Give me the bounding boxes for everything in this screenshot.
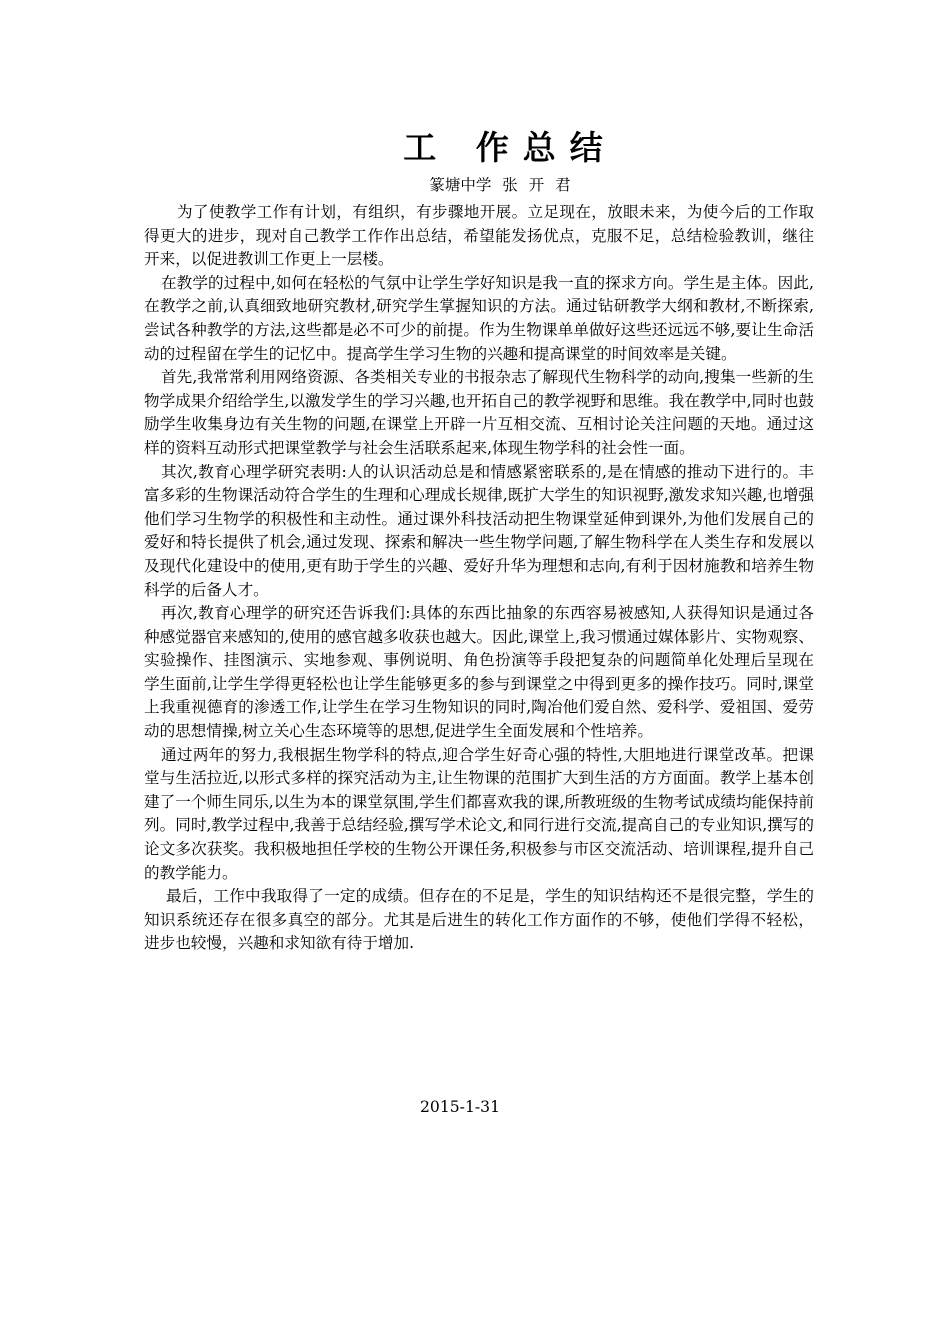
paragraph-third: 再次,教育心理学的研究还告诉我们:具体的东西比抽象的东西容易被感知,人获得知识是通过各种感觉器官来感知的,使用的感官越多收获也越大。因此,课堂上,我习惯通过媒体影片、实物观察、实验操作、挂图演示、实地参观、事例说明、角色扮演等手段把复杂的问题简单化处理后呈现在学生面前,让学生学得更轻松也让学生能够更多的参与到课堂之中得到更多的操作技巧。同时,课堂上我重视德育的渗透工作,让学生在学习生物知识的同时,陶冶他们爱自然、爱科学、爱祖国、爱劳动的思想情操,树立关心生态环境等的思想,促进学生全面发展和个性培养。	[144, 604, 814, 741]
document-date: 2015-1-31	[420, 1098, 500, 1116]
paragraph-teaching-process: 在教学的过程中,如何在轻松的气氛中让学生学好知识是我一直的探求方向。学生是主体。因此,在教学之前,认真细致地研究教材,研究学生掌握知识的方法。通过钻研教学大纲和教材,不断探索,尝试各种教学的方法,这些都是必不可少的前提。作为生物课单单做好这些还远远不够,要让生命活动的过程留在学生的记忆中。提高学生学习生物的兴趣和提高课堂的时间效率是关键。	[144, 273, 814, 363]
paragraph-intro: 为了使教学工作有计划，有组织，有步骤地开展。立足现在，放眼未来，为使今后的工作取得更大的进步，现对自己教学工作作出总结，希望能发扬优点，克服不足，总结检验教训，继往开来，以促进教训工作更上一层楼。	[144, 203, 814, 269]
paragraph-first: 首先,我常常利用网络资源、各类相关专业的书报杂志了解现代生物科学的动向,搜集一些新的生物学成果介绍给学生,以激发学生的学习兴趣,也开拓自己的教学视野和思维。我在教学中,同时也鼓励学生收集身边有关生物的问题,在课堂上开辟一片互相交流、互相讨论关注问题的天地。通过这样的资料互动形式把课堂教学与社会生活联系起来,体现生物学科的社会性一面。	[144, 368, 814, 457]
paragraph-second: 其次,教育心理学研究表明:人的认识活动总是和情感紧密联系的,是在情感的推动下进行的。丰富多彩的生物课活动符合学生的生理和心理成长规律,既扩大学生的知识视野,激发求知兴趣,也增强他们学习生物学的积极性和主动性。通过课外科技活动把生物课堂延伸到课外,为他们发展自己的爱好和特长提供了机会,通过发现、探索和解决一些生物学问题,了解生物科学在人类生存和发展以及现代化建设中的使用,更有助于学生的兴趣、爱好升华为理想和志向,有利于因材施教和培养生物科学的后备人才。	[144, 462, 814, 599]
paragraph-finally: 最后，工作中我取得了一定的成绩。但存在的不足是，学生的知识结构还不是很完整，学生的知识系统还存在很多真空的部分。尤其是后进生的转化工作方面作的不够，使他们学得不轻松，进步也较慢，兴趣和求知欲有待于增加.	[144, 887, 814, 953]
paragraph-two-years: 通过两年的努力,我根据生物学科的特点,迎合学生好奇心强的特性,大胆地进行课堂改革。把课堂与生活拉近,以形式多样的探究活动为主,让生物课的范围扩大到生活的方方面面。教学上基本创建了一个师生同乐,以生为本的课堂氛围,学生们都喜欢我的课,所教班级的生物考试成绩均能保持前列。同时,教学过程中,我善于总结经验,撰写学术论文,和同行进行交流,提高自己的专业知识,撰写的论文多次获奖。我积极地担任学校的生物公开课任务,积极参与市区交流活动、培训课程,提升自己的教学能力。	[144, 745, 814, 882]
document-body	[144, 201, 814, 956]
author-line: 篆塘中学 张 开 君	[429, 176, 571, 194]
document-title: 工 作总结	[403, 128, 617, 167]
